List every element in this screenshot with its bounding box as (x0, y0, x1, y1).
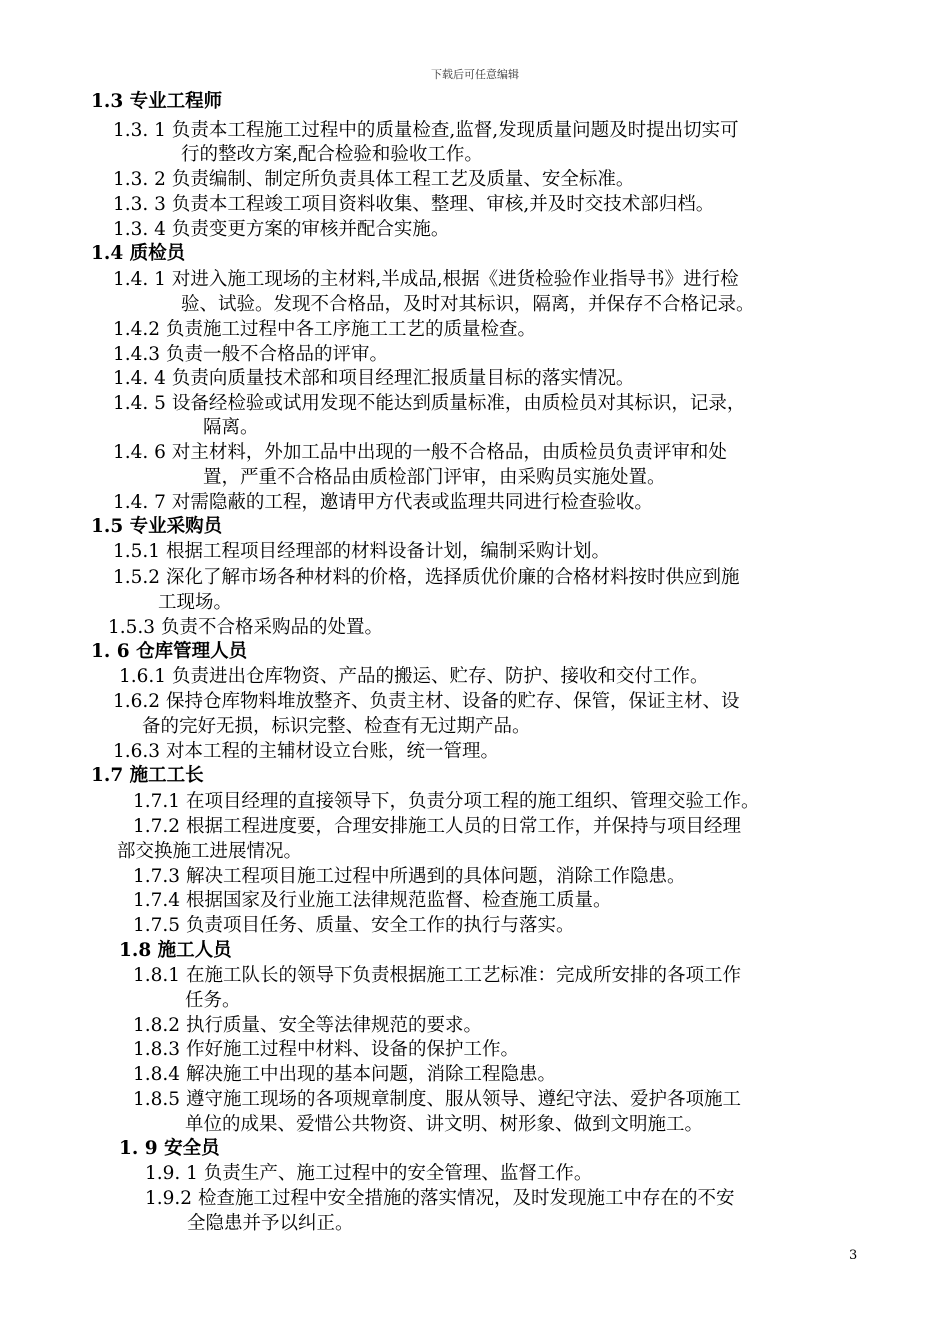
section-heading: 1.4 质检员 (91, 243, 186, 264)
list-item: 1.8.5 遵守施工现场的各项规章制度、服从领导、遵纪守法、爱护各项施工 (133, 1089, 741, 1110)
list-item: 1.4.3 负责一般不合格品的评审。 (113, 344, 388, 365)
list-item: 1.4. 4 负责向质量技术部和项目经理汇报质量目标的落实情况。 (113, 368, 635, 389)
list-item-cont: 单位的成果、爱惜公共物资、讲文明、树形象、做到文明施工。 (185, 1114, 704, 1135)
list-item: 1.3. 3 负责本工程竣工项目资料收集、整理、审核,并及时交技术部归档。 (113, 194, 715, 215)
list-item: 1.4. 6 对主材料，外加工品中出现的一般不合格品，由质检员负责评审和处 (113, 442, 727, 463)
list-item-cont: 任务。 (185, 990, 241, 1011)
section-heading: 1. 6 仓库管理人员 (91, 641, 248, 662)
list-item-cont: 备的完好无损，标识完整、检查有无过期产品。 (142, 716, 531, 737)
list-item: 1.7.2 根据工程进度要，合理安排施工人员的日常工作，并保持与项目经理 (133, 816, 741, 837)
section-heading: 1.7 施工工长 (91, 765, 204, 786)
list-item: 1.6.2 保持仓库物料堆放整齐、负责主材、设备的贮存、保管，保证主材、设 (113, 691, 740, 712)
list-item: 1.4. 5 设备经检验或试用发现不能达到质量标准，由质检员对其标识，记录， (113, 393, 746, 414)
list-item: 1.4. 1 对进入施工现场的主材料,半成品,根据《进货检验作业指导书》进行检 (113, 269, 739, 290)
list-item-cont: 隔离。 (203, 417, 259, 438)
list-item-cont: 全隐患并予以纠正。 (187, 1213, 354, 1234)
page-header: 下载后可任意编辑 (431, 68, 519, 81)
page-number: 3 (849, 1248, 858, 1263)
list-item: 1.3. 1 负责本工程施工过程中的质量检查,监督,发现质量问题及时提出切实可 (113, 120, 739, 141)
list-item: 1.7.5 负责项目任务、质量、安全工作的执行与落实。 (133, 915, 575, 936)
list-item-cont: 工现场。 (158, 592, 233, 613)
list-item: 1.7.1 在项目经理的直接领导下，负责分项工程的施工组织、管理交验工作。 (133, 791, 760, 812)
list-item-cont: 置，严重不合格品由质检部门评审，由采购员实施处置。 (203, 467, 666, 488)
list-item: 1.3. 4 负责变更方案的审核并配合实施。 (113, 219, 450, 240)
section-heading: 1.8 施工人员 (119, 940, 232, 961)
list-item: 1.7.4 根据国家及行业施工法律规范监督、检查施工质量。 (133, 890, 612, 911)
list-item: 1.6.1 负责进出仓库物资、产品的搬运、贮存、防护、接收和交付工作。 (119, 666, 709, 687)
list-item: 1.8.3 作好施工过程中材料、设备的保护工作。 (133, 1039, 519, 1060)
list-item: 1.8.1 在施工队长的领导下负责根据施工工艺标准：完成所安排的各项工作 (133, 965, 741, 986)
list-item: 1.4.2 负责施工过程中各工序施工工艺的质量检查。 (113, 319, 536, 340)
list-item: 1.3. 2 负责编制、制定所负责具体工程工艺及质量、安全标准。 (113, 169, 635, 190)
list-item-cont: 行的整改方案,配合检验和验收工作。 (181, 144, 483, 165)
list-item: 1.9. 1 负责生产、施工过程中的安全管理、监督工作。 (145, 1163, 593, 1184)
list-item: 1.4. 7 对需隐蔽的工程，邀请甲方代表或监理共同进行检查验收。 (113, 492, 653, 513)
section-heading: 1. 9 安全员 (119, 1138, 220, 1159)
list-item: 1.8.4 解决施工中出现的基本问题，消除工程隐患。 (133, 1064, 556, 1085)
list-item-cont: 部交换施工进展情况。 (117, 841, 303, 862)
section-heading: 1.3 专业工程师 (91, 91, 223, 112)
list-item: 1.6.3 对本工程的主辅材设立台账，统一管理。 (113, 741, 499, 762)
list-item: 1.5.1 根据工程项目经理部的材料设备计划，编制采购计划。 (113, 541, 610, 562)
list-item: 1.8.2 执行质量、安全等法律规范的要求。 (133, 1015, 482, 1036)
section-heading: 1.5 专业采购员 (91, 516, 223, 537)
list-item: 1.5.3 负责不合格采购品的处置。 (108, 617, 383, 638)
list-item: 1.9.2 检查施工过程中安全措施的落实情况，及时发现施工中存在的不安 (145, 1188, 735, 1209)
list-item: 1.7.3 解决工程项目施工过程中所遇到的具体问题，消除工作隐患。 (133, 866, 686, 887)
list-item-cont: 验、试验。发现不合格品，及时对其标识，隔离，并保存不合格记录。 (181, 294, 755, 315)
list-item: 1.5.2 深化了解市场各种材料的价格，选择质优价廉的合格材料按时供应到施 (113, 567, 740, 588)
